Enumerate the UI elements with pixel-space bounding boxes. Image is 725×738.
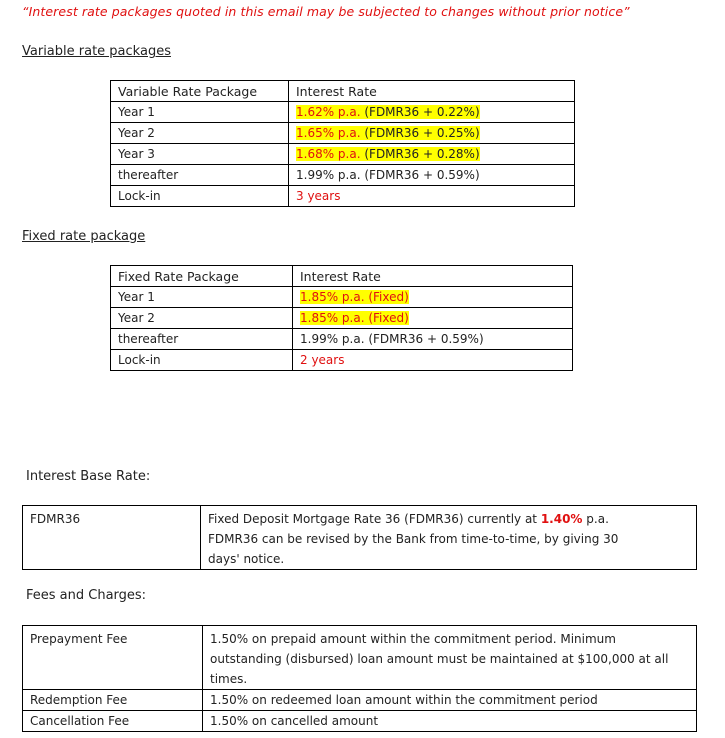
base-rate-table bbox=[22, 505, 697, 570]
fixed-rate-table bbox=[110, 265, 573, 371]
header-package: Fixed Rate Package bbox=[111, 266, 293, 287]
fee-label: Redemption Fee bbox=[23, 690, 203, 711]
row-label: Lock-in bbox=[111, 350, 293, 371]
row-rate: 1.99% p.a. (FDMR36 + 0.59%) bbox=[293, 329, 573, 350]
row-rate: 1.99% p.a. (FDMR36 + 0.59%) bbox=[289, 165, 575, 186]
row-label: Year 1 bbox=[111, 287, 293, 308]
variable-rate-table bbox=[110, 80, 575, 207]
variable-section-title: Variable rate packages bbox=[22, 44, 171, 59]
table-header-row bbox=[111, 81, 575, 102]
row-label: Year 2 bbox=[111, 308, 293, 329]
base-rate-value: 1.40% bbox=[540, 512, 583, 526]
table-row bbox=[111, 123, 575, 144]
table-row bbox=[23, 711, 697, 732]
fee-label: Cancellation Fee bbox=[23, 711, 203, 732]
rate-detail: (FDMR36 + 0.22%) bbox=[360, 105, 480, 119]
table-row bbox=[111, 102, 575, 123]
fees-table bbox=[22, 625, 697, 732]
row-label: thereafter bbox=[111, 165, 289, 186]
header-interest-rate: Interest Rate bbox=[289, 81, 575, 102]
base-rate-description bbox=[201, 506, 697, 570]
rate-value: 1.62% p.a. bbox=[296, 105, 361, 119]
base-rate-line1-suffix: p.a. bbox=[582, 512, 609, 526]
table-row bbox=[111, 308, 573, 329]
base-rate-label: FDMR36 bbox=[23, 506, 201, 570]
fee-value: 1.50% on redeemed loan amount within the commitment period bbox=[203, 690, 697, 711]
row-label: Year 3 bbox=[111, 144, 289, 165]
disclaimer-text: “Interest rate packages quoted in this email may be subjected to changes without prior notice” bbox=[22, 4, 630, 19]
fee-label: Prepayment Fee bbox=[23, 626, 203, 690]
fixed-section-title: Fixed rate package bbox=[22, 229, 146, 244]
table-row bbox=[23, 506, 697, 570]
rate-value: 1.85% p.a. (Fixed) bbox=[300, 311, 409, 325]
row-rate bbox=[289, 144, 575, 165]
rate-detail: (FDMR36 + 0.25%) bbox=[360, 126, 480, 140]
fee-value: 1.50% on prepaid amount within the commitment period. Minimum outstanding (disbursed) loan amount must be maintained at $100,000 at all times. bbox=[203, 626, 697, 690]
rate-value: 1.68% p.a. bbox=[296, 147, 361, 161]
row-rate bbox=[289, 123, 575, 144]
row-label: Year 1 bbox=[111, 102, 289, 123]
rate-value: 1.65% p.a. bbox=[296, 126, 361, 140]
table-row bbox=[23, 626, 697, 690]
rate-value: 1.85% p.a. (Fixed) bbox=[300, 290, 409, 304]
fee-value: 1.50% on cancelled amount bbox=[203, 711, 697, 732]
row-label: Lock-in bbox=[111, 186, 289, 207]
row-rate bbox=[293, 308, 573, 329]
fees-heading: Fees and Charges: bbox=[26, 588, 147, 603]
rate-detail: (FDMR36 + 0.28%) bbox=[360, 147, 480, 161]
base-rate-heading: Interest Base Rate: bbox=[26, 469, 151, 484]
header-interest-rate: Interest Rate bbox=[293, 266, 573, 287]
table-row bbox=[111, 350, 573, 371]
row-label: Year 2 bbox=[111, 123, 289, 144]
table-row bbox=[111, 186, 575, 207]
table-header-row bbox=[111, 266, 573, 287]
table-row bbox=[111, 287, 573, 308]
row-rate bbox=[293, 287, 573, 308]
table-row bbox=[111, 165, 575, 186]
table-row bbox=[23, 690, 697, 711]
lock-in-value: 3 years bbox=[289, 186, 575, 207]
header-package: Variable Rate Package bbox=[111, 81, 289, 102]
base-rate-line1-prefix: Fixed Deposit Mortgage Rate 36 (FDMR36) currently at bbox=[208, 512, 541, 526]
lock-in-value: 2 years bbox=[293, 350, 573, 371]
base-rate-line2: FDMR36 can be revised by the Bank from time-to-time, by giving 30 days' notice. bbox=[208, 532, 619, 566]
row-rate bbox=[289, 102, 575, 123]
row-label: thereafter bbox=[111, 329, 293, 350]
table-row bbox=[111, 144, 575, 165]
table-row bbox=[111, 329, 573, 350]
